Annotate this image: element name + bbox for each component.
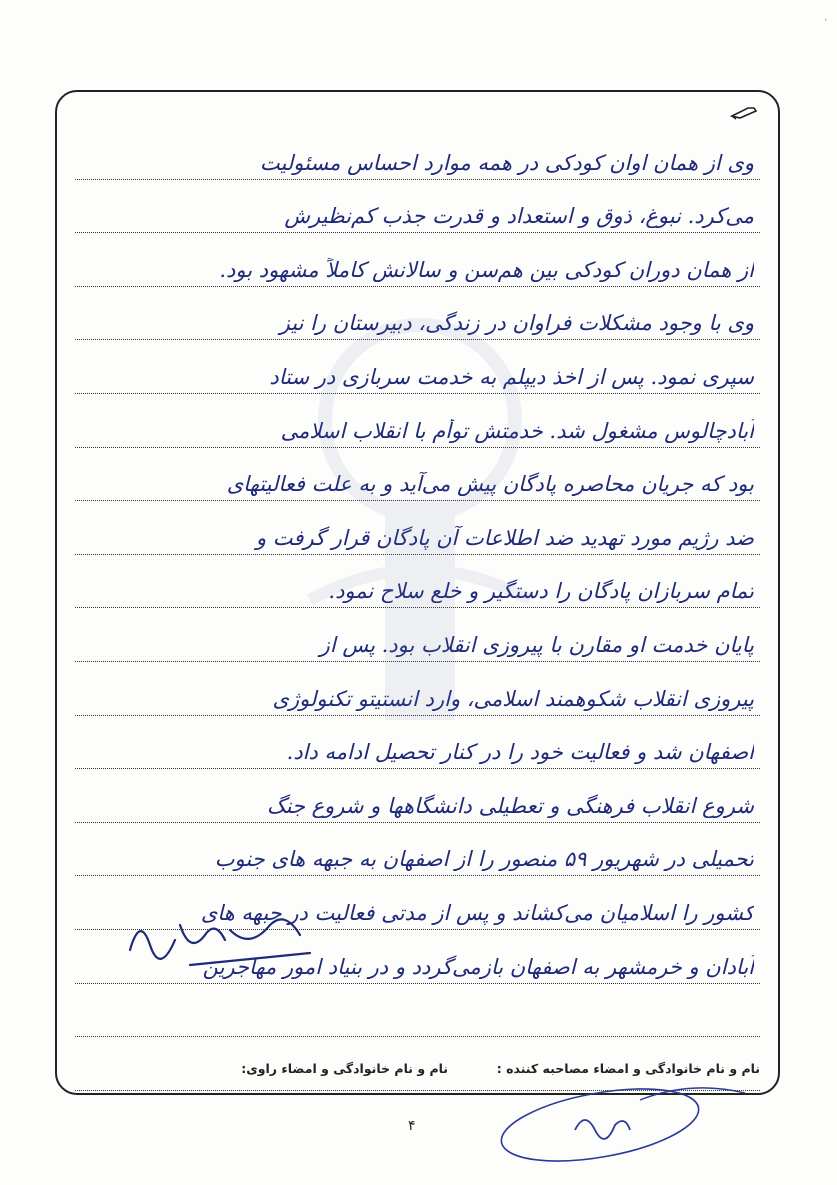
handwritten-line: اصفهان شد و فعالیت خود را در کنار تحصیل ادامه داد. [286,740,754,765]
ruled-line [75,233,760,287]
handwritten-line: وی از همان اوان کودکی در همه موارد احساس مسئولیت [259,150,754,175]
ruled-line [75,180,760,234]
handwritten-line: آبادان و خرمشهر به اصفهان بازمی‌گردد و در بنیاد امور مهاجرین [202,954,754,979]
corner-mark: ' [824,18,827,28]
interviewer-signature [490,1075,750,1165]
narrator-signature [120,905,320,975]
handwritten-line: تمام سربازان پادگان را دستگیر و خلع سلاح نمود. [328,579,754,604]
handwritten-line: ضد رژیم مورد تهدید ضد اطلاعات آن پادگان قرار گرفت و [255,525,754,550]
narrator-signature-label: نام و نام خانوادگی و امضاء راوی: [241,1061,448,1076]
ruled-line [75,984,760,1038]
page-number: ۴ [408,1118,416,1134]
handwritten-line: شروع انقلاب فرهنگی و تعطیلی دانشگاهها و شروع جنگ [266,793,754,818]
handwritten-line: سپری نمود. پس از اخذ دیپلم به خدمت سربازی در ستاد [269,364,754,389]
ruled-line [75,823,760,877]
ruled-line [75,126,760,180]
handwritten-line: پایان خدمت او مقارن با پیروزی انقلاب بود. پس از [319,632,754,657]
ruled-line [75,769,760,823]
handwritten-line: می‌کرد. نبوغ، ذوق و استعداد و قدرت جذب کم‌نظیرش [284,204,754,229]
watermark-emblem [290,300,550,760]
handwritten-line: وی با وجود مشکلات فراوان در زندگی، دبیرستان را نیز [279,311,754,336]
handwritten-line: تحمیلی در شهریور ۵۹ منصور را از اصفهان به جبهه های جنوب [214,847,754,872]
handwritten-line: کشور را اسلامیان می‌کشاند و پس از مدتی فعالیت در جبهه های [200,900,754,925]
handwritten-line: از همان دوران کودکی بین هم‌سن و سالانش کاملاً مشهود بود. [219,257,754,282]
pen-icon [730,104,758,120]
handwritten-line: پیروزی انقلاب شکوهمند اسلامی، وارد انستیتو تکنولوژی [272,686,754,711]
handwritten-line: آبادچالوس مشغول شد. خدمتش توأم با انقلاب اسلامی [280,418,754,443]
interviewer-signature-label: نام و نام خانوادگی و امضاء مصاحبه کننده : [496,1061,760,1076]
handwritten-line: بود که جریان محاصره پادگان پیش می‌آید و به علت فعالیتهای [226,472,754,497]
